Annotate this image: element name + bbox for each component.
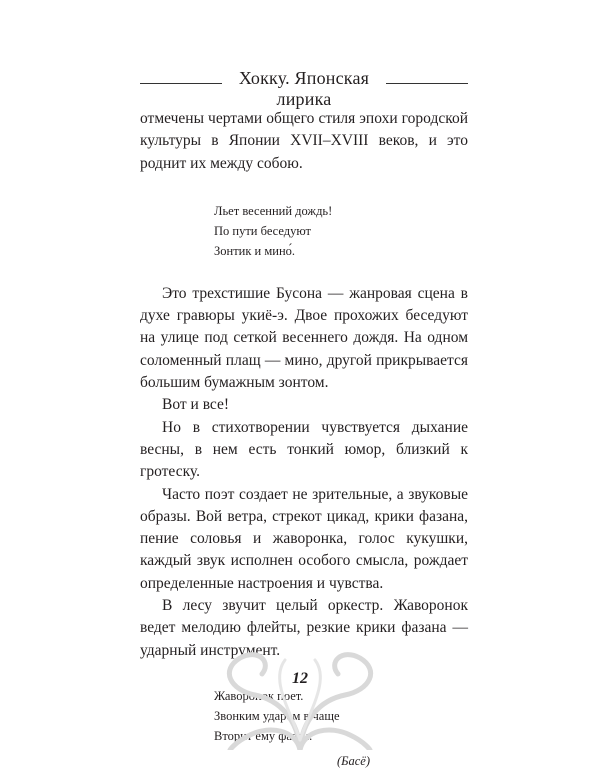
swirl-ornament-icon — [210, 640, 390, 750]
paragraph: Часто поэт создает не зрительные, а звуковые образы. Вой ветра, стрекот цикад, крики фазана, пение соловья и жаворонка, голос кукушки, каждый звук исполнен особого смысла, рождает определенные настроения и чувства. — [140, 485, 468, 592]
haiku-1 — [140, 201, 468, 261]
header-rule-right — [386, 83, 468, 84]
running-header — [0, 64, 600, 109]
haiku-author: (Басё) — [336, 753, 370, 768]
paragraph: Но в стихотворении чувствуется дыхание весны, в нем есть тонкий юмор, близкий к гротеску. — [140, 418, 468, 481]
haiku-line: Жаворонок поет. — [214, 688, 304, 703]
haiku-line: Звонким ударом в чаще — [214, 708, 340, 723]
page-number: 12 — [292, 670, 308, 687]
haiku-line: Вторит ему фазан. — [214, 728, 313, 743]
haiku-line: По пути беседуют — [214, 223, 312, 238]
paragraph: Это трехстишие Бусона — жанровая сцена в духе гравюры укиё-э. Двое прохожих беседуют на улице под сеткой весеннего дождя. На одном соломенный плащ — мино, другой прикрывается большим бумажным зонтом. — [140, 284, 468, 392]
haiku-line: Льет весенний дождь! — [214, 203, 333, 218]
paragraph-continuation: отмечены чертами общего стиля эпохи городской культуры в Японии XVII–XVIII веков, и это роднит их между собою. — [140, 110, 468, 172]
paragraph: Вот и все! — [162, 396, 230, 414]
running-title: Хокку. Японская лирика — [238, 68, 370, 109]
paragraph: В лесу звучит целый оркестр. Жаворонок ведет мелодию флейты, резкие крики фазана — ударный инструмент. — [140, 597, 468, 659]
header-rule-left — [140, 83, 222, 84]
haiku-line: Зонтик и мино́. — [214, 243, 296, 258]
paragraph-group — [140, 283, 468, 662]
